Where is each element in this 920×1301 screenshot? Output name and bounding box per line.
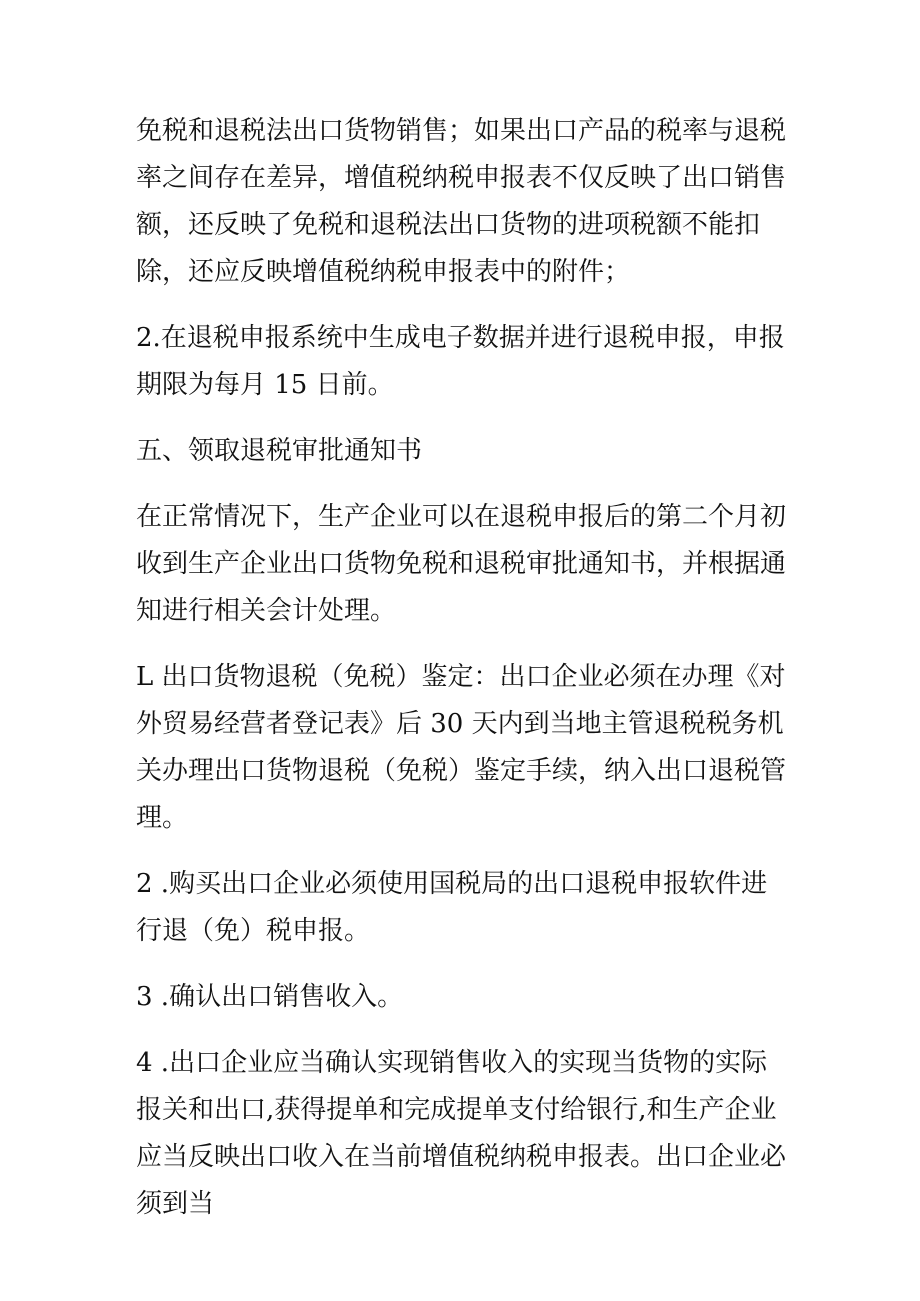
paragraph-item-1-identification: L 出口货物退税（免税）鉴定：出口企业必须在办理《对外贸易经营者登记表》后 30 天内到当地主管退税税务机关办理出口货物退税（免税）鉴定手续，纳入出口退税管理。 (136, 662, 787, 833)
paragraph-refund-declaration: 2.在退税申报系统中生成电子数据并进行退税申报，申报期限为每月 15 日前。 (136, 323, 785, 400)
paragraph-item-4-recognize-revenue: 4 .出口企业应当确认实现销售收入的实现当货物的实际报关和出口,获得提单和完成提单支付给银行,和生产企业应当反映出口收入在当前增值税纳税申报表。出口企业必须到当 (136, 1048, 787, 1219)
document-body (136, 108, 786, 1247)
section-heading-approval-notice: 五、领取退税审批通知书 (136, 436, 423, 466)
paragraph-item-2-software: 2 .购买出口企业必须使用国税局的出口退税申报软件进行退（免）税申报。 (136, 869, 768, 946)
paragraph-item-3-confirm-revenue: 3 .确认出口销售收入。 (136, 982, 404, 1012)
paragraph-export-sales-reporting: 免税和退税法出口货物销售；如果出口产品的税率与退税率之间存在差异，增值税纳税申报表不仅反映了出口销售额，还反映了免税和退税法出口货物的进项税额不能扣除，还应反映增值税纳税申报表中的附件； (136, 116, 787, 287)
paragraph-approval-notice: 在正常情况下，生产企业可以在退税申报后的第二个月初收到生产企业出口货物免税和退税审批通知书，并根据通知进行相关会计处理。 (136, 502, 787, 626)
